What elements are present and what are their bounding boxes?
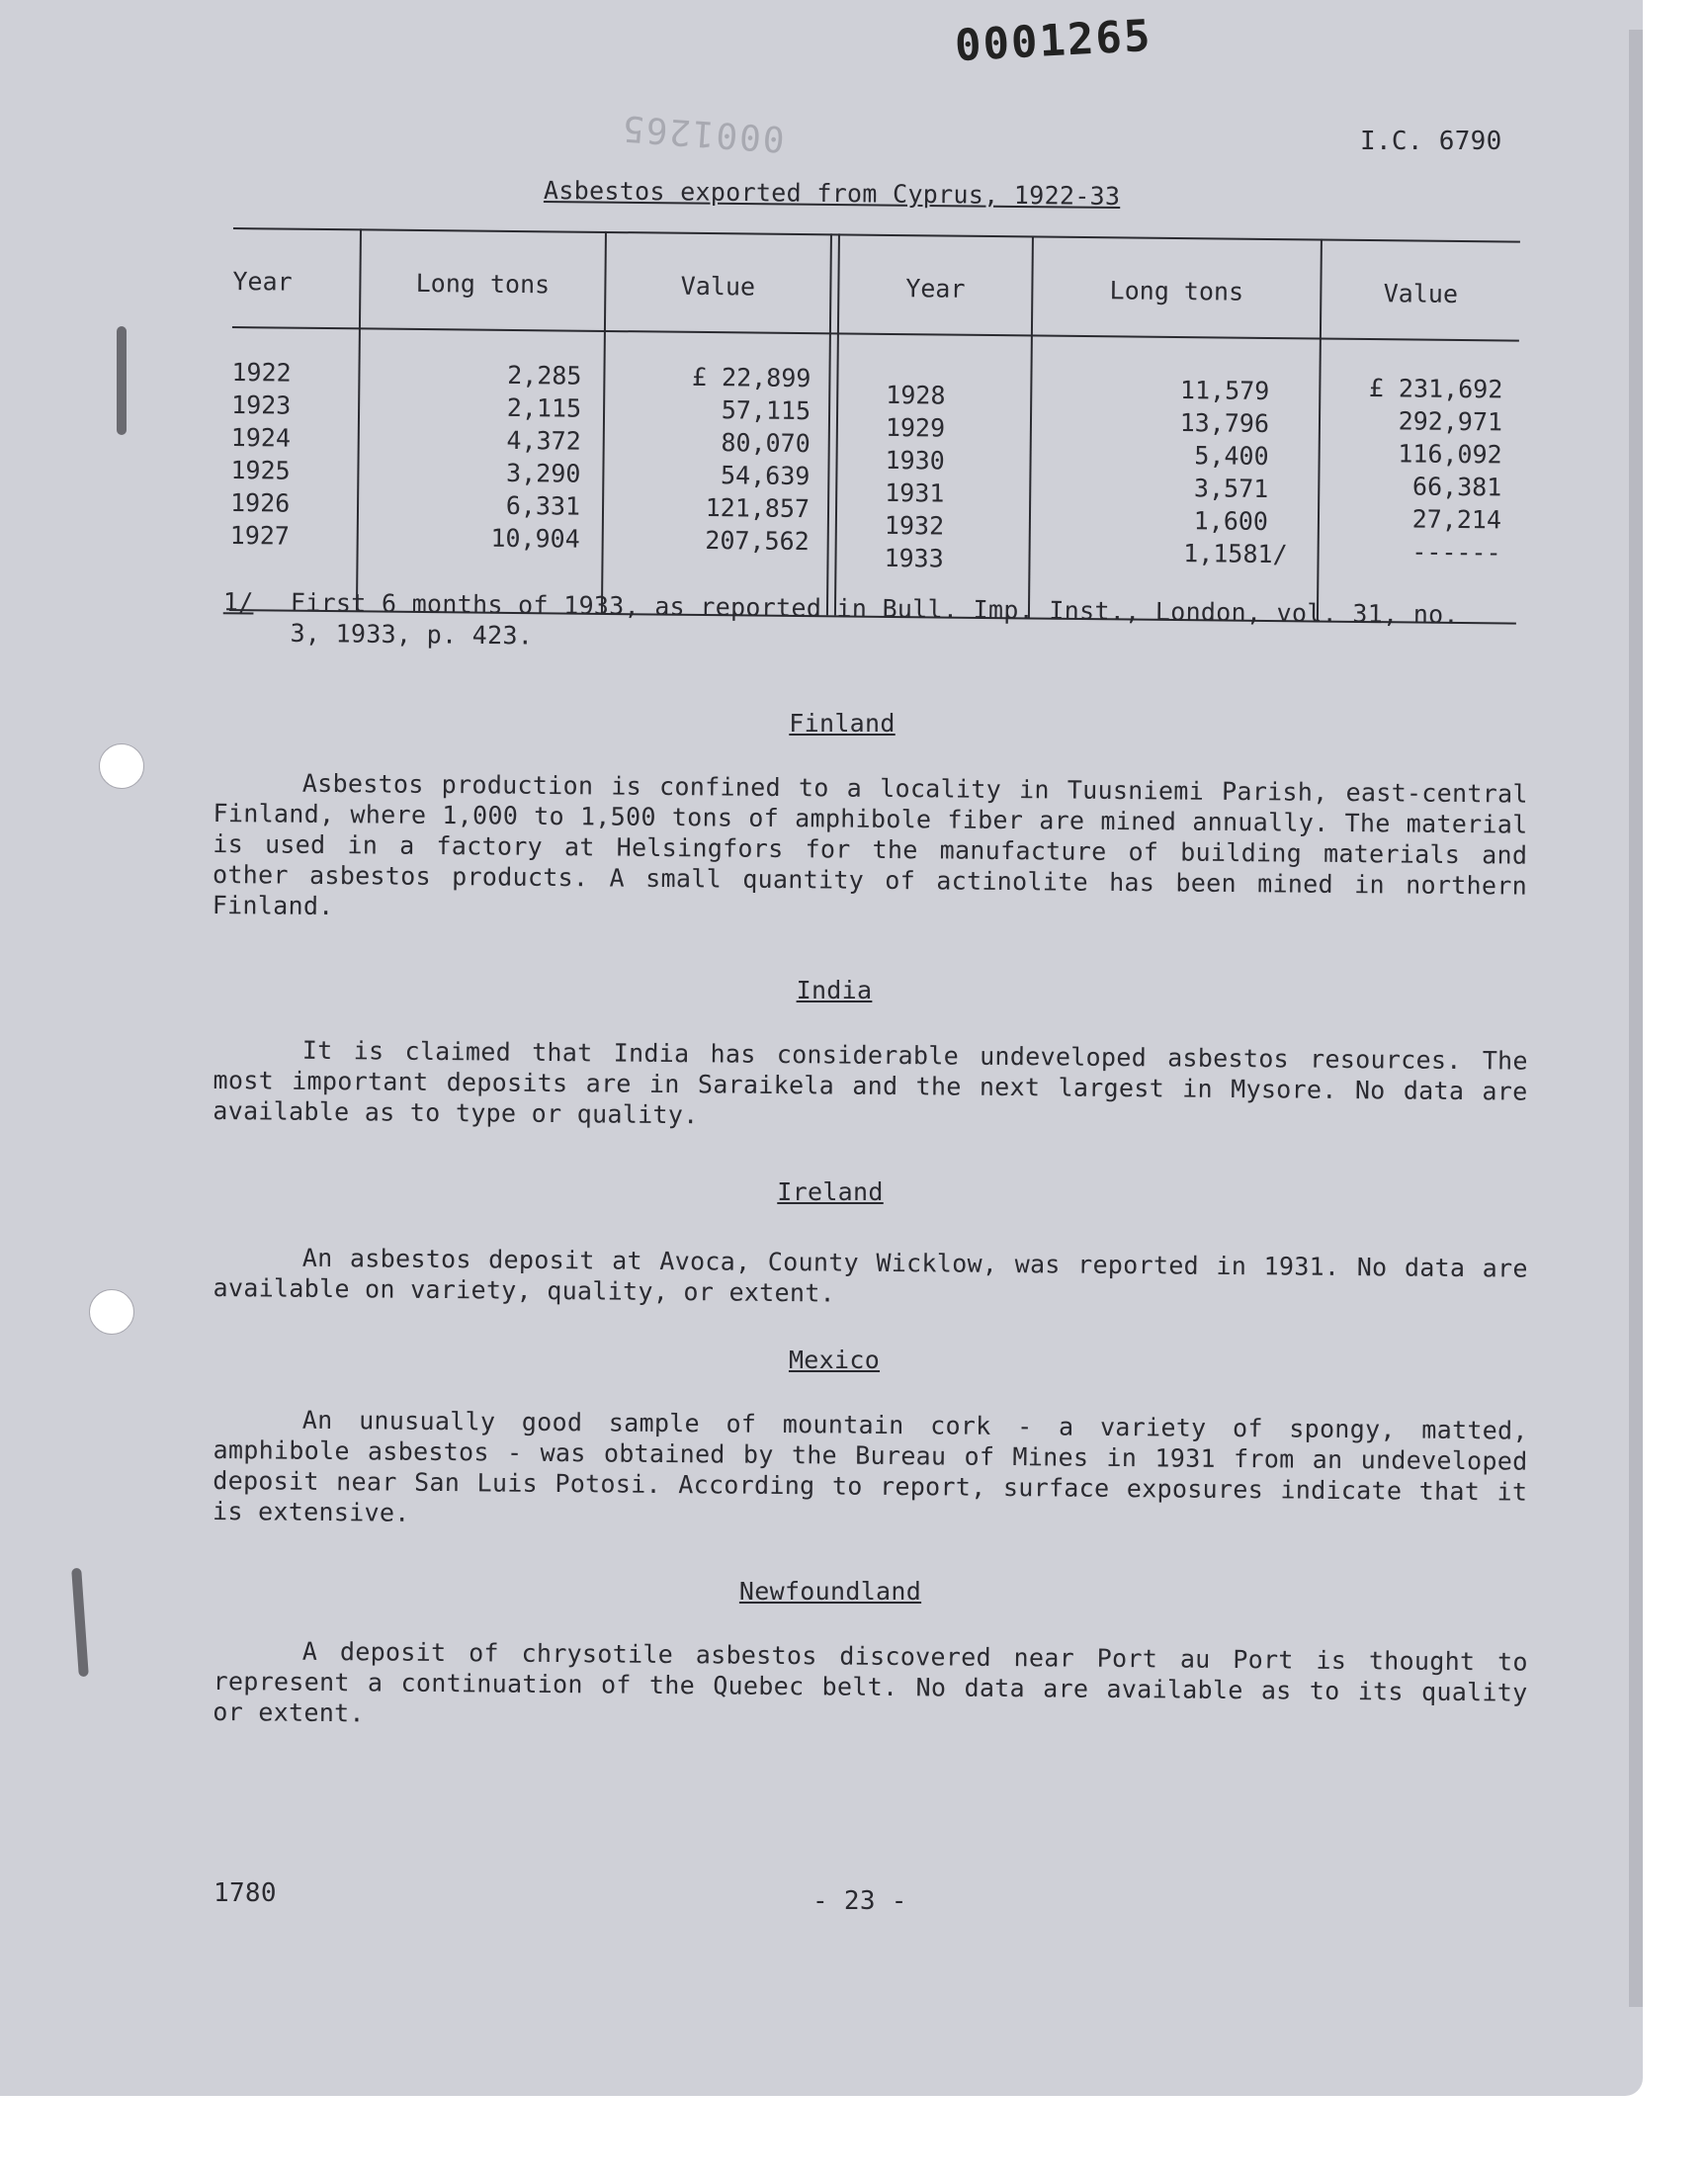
table-cell-long-tons: 3,571 (1193, 474, 1269, 503)
table-cell-value: ------ (1411, 537, 1501, 567)
table-cell-long-tons: 1,1581/ (1183, 539, 1288, 569)
table-cell-value: 116,092 (1398, 439, 1502, 470)
table-cell-long-tons: 5,400 (1194, 441, 1269, 471)
table-cell-value: 66,381 (1411, 472, 1502, 502)
section-text-newfoundland: A deposit of chrysotile asbestos discovered near Port au Port is thought to represent a continuation of the Quebec belt. No data are available as to its quality or extent. (213, 1636, 1528, 1728)
table-cell-year: 1928 (886, 380, 946, 410)
table-cell-value: £ 22,899 (691, 362, 811, 393)
section-heading-finland: Finland (789, 709, 896, 738)
table-cell-value: 292,971 (1398, 406, 1503, 437)
table-cell-year: 1923 (230, 390, 292, 420)
table-cell-year: 1930 (885, 445, 945, 476)
table-cell-long-tons: 10,904 (490, 523, 580, 554)
cyprus-export-table (229, 227, 1520, 637)
bleed-through-stamp: 0001265 (619, 107, 786, 159)
page-edge-shadow (1629, 30, 1643, 2007)
punch-hole (89, 1289, 134, 1335)
section-heading-newfoundland: Newfoundland (738, 1577, 922, 1606)
table-cell-long-tons: 2,285 (507, 360, 582, 391)
binding-mark (71, 1568, 89, 1677)
section-text-ireland: An asbestos deposit at Avoca, County Wicklow, was reported in 1931. No data are available on variety, quality, or extent. (213, 1243, 1528, 1308)
table-cell-long-tons: 13,796 (1179, 408, 1270, 438)
section-heading-ireland: Ireland (777, 1177, 884, 1206)
table-cell-year: 1931 (885, 478, 945, 508)
table-cell-value: 27,214 (1411, 504, 1502, 535)
section-text-finland: Asbestos production is confined to a locality in Tuusniemi Parish, east-central Finland, where 1,000 to 1,500 tons of amphibole fiber are mined annually. The material is used in a factory at Helsingfors for the manufacture of building materials and other asbestos products. A small quantity of actinolite has been mined in northern Finland. (212, 768, 1528, 921)
table-cell-year: 1929 (885, 412, 946, 443)
section-heading-india: India (796, 976, 873, 1004)
punch-hole (99, 743, 144, 789)
footnote-mark: 1/ (222, 587, 254, 617)
table-cell-year: 1924 (230, 422, 292, 453)
table-cell-long-tons: 3,290 (505, 458, 581, 488)
header-value-left: Value (680, 271, 756, 302)
table-cell-long-tons: 6,331 (505, 490, 581, 521)
table-cell-year: 1922 (231, 357, 292, 388)
table-cell-value: 57,115 (721, 395, 811, 426)
section-heading-mexico: Mexico (788, 1346, 881, 1374)
table-cell-year: 1926 (229, 487, 291, 518)
serial-number-stamp: 0001265 (953, 10, 1153, 72)
document-number-footer: 1780 (214, 1878, 277, 1908)
table-cell-value: 121,857 (705, 493, 811, 524)
report-id: I.C. 6790 (1360, 127, 1502, 156)
header-year-left: Year (232, 266, 293, 297)
table-cell-value: 207,562 (705, 526, 810, 557)
page-number: - 23 - (812, 1886, 907, 1916)
table-cell-long-tons: 11,579 (1179, 376, 1270, 405)
binding-mark (117, 326, 127, 435)
table-cell-year: 1932 (884, 510, 945, 541)
header-value-right: Value (1383, 279, 1459, 308)
table-cell-value: 80,070 (721, 428, 811, 459)
table-cell-value: 54,639 (720, 461, 811, 491)
header-long-tons-right: Long tons (1109, 276, 1244, 306)
table-cell-value: £ 231,692 (1368, 374, 1503, 404)
section-text-india: It is claimed that India has considerable undeveloped asbestos resources. The most important deposits are in Saraikela and the next largest in Mysore. No data are available as to type or quality. (213, 1035, 1528, 1130)
table-cell-long-tons: 2,115 (506, 392, 582, 423)
table-top-rule (233, 227, 1520, 243)
table-cell-year: 1925 (230, 455, 291, 485)
table-cell-year: 1933 (884, 543, 944, 573)
header-long-tons-left: Long tons (415, 268, 551, 300)
table-cell-long-tons: 4,372 (506, 425, 581, 456)
header-year-right: Year (905, 274, 966, 304)
section-text-mexico: An unusually good sample of mountain cork - a variety of spongy, matted, amphibole asbestos - was obtained by the Bureau of Mines in 1931 from an undeveloped deposit near San Luis Potosi. According to report, surface exposures indicate that it is extensive. (212, 1405, 1528, 1527)
table-title: Asbestos exported from Cyprus, 1922-33 (543, 175, 1121, 212)
footnote-text: First 6 months of 1933, as reported in Bull. Imp. Inst., London, vol. 31, no. 3, 1933, p. 423. (290, 587, 1460, 651)
table-cell-year: 1927 (229, 520, 291, 551)
table-cell-long-tons: 1,600 (1193, 506, 1269, 536)
table-header-rule (232, 326, 1519, 342)
